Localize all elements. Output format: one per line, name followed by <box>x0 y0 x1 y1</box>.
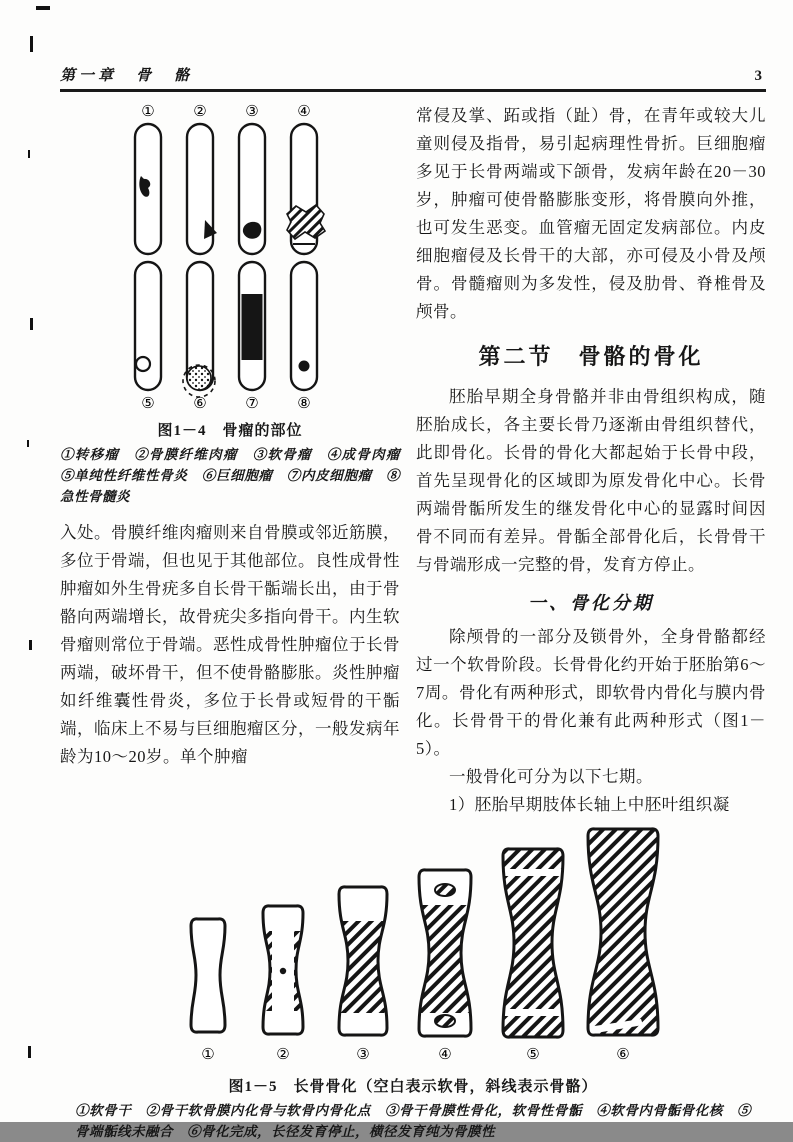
figure-1-4-legend: ①转移瘤 ②骨膜纤维肉瘤 ③软骨瘤 ④成骨肉瘤 ⑤单纯性纤维性骨炎 ⑥巨细胞瘤 ⑦内皮细胞瘤 ⑧急性骨髓炎 <box>60 447 414 504</box>
scan-artifact <box>27 440 29 447</box>
right-paragraph-4: 一般骨化可分为以下七期。 <box>449 767 653 786</box>
figure-1-5-legend: ①软骨干 ②骨干软骨膜内化骨与软骨内骨化点 ③骨干骨膜性骨化，软骨性骨骺 ④软骨内骨骺骨化核 ⑤骨端骺线未融合 ⑥骨化完成，长径发育停止，横径发育纯为骨膜性 <box>75 1103 751 1139</box>
fig14-number-1: ① <box>141 102 155 120</box>
fig15-number-4: ④ <box>438 1045 452 1063</box>
right-paragraph-3: 除颅骨的一部分及锁骨外，全身骨骼都经过一个软骨阶段。长骨骨化约开始于胚胎第6～7周。骨化有两种形式，即软骨内骨化与膜内骨化。长骨骨干的骨化兼有此两种形式（图1－5）。 <box>416 627 766 758</box>
lesion-mark-7 <box>242 294 263 360</box>
lesion-mark-6 <box>187 366 211 390</box>
chapter-title: 第一章 骨 骼 <box>60 68 194 84</box>
figure-1-4-illustration <box>105 102 355 412</box>
fig15-number-3: ③ <box>356 1045 370 1063</box>
scan-artifact <box>28 1046 31 1058</box>
subsection-heading: 一、骨化分期 <box>528 593 654 613</box>
left-body-paragraph: 入处。骨膜纤维肉瘤则来自骨膜或邻近筋膜，多位于骨端，但也见于其他部位。良性成骨性肿瘤如外生骨疣多自长骨干骺端长出，由于骨骼向两端增长，故骨疣尖多指向骨干。内生软骨瘤则常位于骨端。恶性成骨性肿瘤位于长骨两端，破坏骨干，但不使骨骼膨胀。炎性肿瘤如纤维囊性骨炎，多位于长骨或短骨的干骺端，临床上不易与巨细胞瘤区分，一般发病年龄为10～20岁。单个肿瘤 <box>60 523 400 766</box>
left-column <box>60 102 414 819</box>
ossification-stage-1 <box>191 919 225 1032</box>
page-header <box>60 64 766 92</box>
right-paragraph-2: 胚胎早期全身骨骼并非由骨组织构成，随胚胎成长，各主要长骨乃逐渐由骨组织替代，此即骨化。长骨的骨化大都起始于长骨中段，首先呈现骨化的区域即为原发骨化中心。长骨两端骨骺所发生的继发骨化中心的显露时间因骨不同而有差异。骨骺全部骨化后，长骨骨干与骨端形成一完整的骨，发育方停止。 <box>416 387 766 574</box>
fig14-number-2: ② <box>193 102 207 120</box>
figure-1-4-caption: 图1－4 骨瘤的部位 <box>157 423 303 439</box>
scan-artifact <box>30 36 33 52</box>
figure-1-5-caption: 图1－5 长骨骨化（空白表示软骨，斜线表示骨骼） <box>228 1079 598 1095</box>
primary-ossification-point <box>280 968 286 974</box>
scan-artifact <box>30 318 33 330</box>
right-paragraph-5: 1）胚胎早期肢体长轴上中胚叶组织凝 <box>449 795 730 814</box>
figure-1-5-illustration <box>123 823 703 1068</box>
fig14-number-6: ⑥ <box>193 394 207 412</box>
scan-artifact <box>28 150 30 158</box>
fig15-number-5: ⑤ <box>526 1045 540 1063</box>
right-column <box>416 102 766 819</box>
fig15-number-6: ⑥ <box>616 1045 630 1063</box>
fig14-number-8: ⑧ <box>297 394 311 412</box>
right-paragraph-1: 常侵及掌、跖或指（趾）骨，在青年或较大儿童则侵及指骨，易引起病理性骨折。巨细胞瘤多见于长骨两端或下颌骨，发病年龄在20－30岁，肿瘤可使骨骼膨胀变形，将骨膜向外推，也可发生恶变。血管瘤无固定发病部位。内皮细胞瘤侵及长骨干的大部，亦可侵及小骨及颅骨。骨髓瘤则为多发性，侵及肋骨、脊椎骨及颅骨。 <box>416 106 766 321</box>
section-heading: 第二节 骨骼的骨化 <box>478 344 704 369</box>
scan-artifact <box>29 640 32 650</box>
lesion-mark-8 <box>299 361 310 372</box>
scan-artifact <box>36 6 50 10</box>
page-number: 3 <box>754 68 762 84</box>
fig14-number-3: ③ <box>245 102 259 120</box>
fig15-number-1: ① <box>201 1045 215 1063</box>
fig14-number-5: ⑤ <box>141 394 155 412</box>
lesion-mark-5 <box>136 357 150 371</box>
figure-1-5 <box>60 823 766 1142</box>
fig14-number-7: ⑦ <box>245 394 259 412</box>
figure-1-4 <box>60 102 414 507</box>
epiphyseal-center-bottom <box>435 1015 455 1027</box>
fig15-number-2: ② <box>276 1045 290 1063</box>
fig14-number-4: ④ <box>297 102 311 120</box>
epiphyseal-center-top <box>435 884 455 896</box>
